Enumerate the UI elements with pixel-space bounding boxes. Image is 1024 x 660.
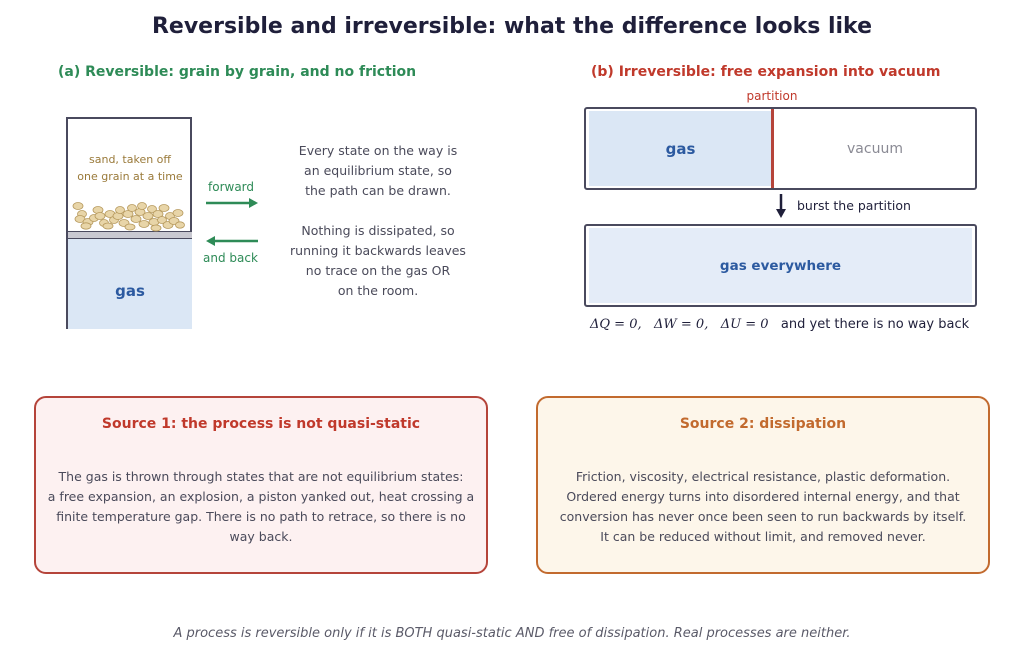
info-line: an equilibrium state, so [304, 163, 452, 178]
panel-b-heading: (b) Irreversible: free expansion into vacuum [591, 64, 941, 80]
info-line: running it backwards leaves [290, 243, 466, 258]
source2-line: It can be reduced without limit, and removed never. [600, 529, 926, 544]
source1-line: The gas is thrown through states that are not equilibrium states: [58, 469, 464, 484]
energy-equation [590, 317, 969, 332]
source2-line: Ordered energy turns into disordered internal energy, and that [566, 489, 960, 504]
info-line: Nothing is dissipated, so [301, 223, 455, 238]
forward-arrow-icon [205, 196, 259, 210]
source2-title: Source 2: dissipation [679, 416, 847, 432]
page-title: Reversible and irreversible: what the difference looks like [151, 14, 873, 39]
source2-line: Friction, viscosity, electrical resistance, plastic deformation. [575, 469, 951, 484]
info-line [278, 201, 478, 221]
source1-title: Source 1: the process is not quasi-static [101, 416, 421, 432]
info-line: on the room. [337, 283, 419, 298]
delta-w: ΔW = 0, [654, 317, 709, 332]
burst-label: burst the partition [797, 198, 911, 213]
delta-q: ΔQ = 0, [590, 317, 642, 332]
sand-label-line1: sand, taken off [89, 153, 171, 166]
info-line: the path can be drawn. [305, 183, 451, 198]
sand-pile [70, 198, 190, 234]
source2-line: conversion has never once been seen to run backwards by itself. [559, 509, 967, 524]
sand-label [68, 151, 192, 185]
down-arrow-icon [774, 193, 788, 219]
panel-a-heading: (a) Reversible: grain by grain, and no friction [58, 64, 417, 80]
delta-u: ΔU = 0 [720, 317, 769, 332]
forward-label: forward [208, 180, 255, 194]
info-line: Every state on the way is [298, 143, 458, 158]
partition-label: partition [746, 89, 798, 103]
vacuum-label: vacuum [847, 141, 903, 157]
source2-body [536, 467, 990, 547]
source1-line: way back. [229, 529, 293, 544]
footer-note: A process is reversible only if it is BOTH quasi-static AND free of dissipation. Real processes are neither. [173, 626, 851, 641]
info-line: no trace on the gas OR [305, 263, 451, 278]
gas-label-a: gas [115, 282, 145, 300]
back-arrow-icon [205, 234, 259, 248]
gas-label-b: gas [665, 140, 696, 158]
gas-everywhere-label: gas everywhere [719, 258, 842, 274]
back-label: and back [203, 251, 258, 265]
source1-line: a free expansion, an explosion, a piston yanked out, heat crossing a [47, 489, 475, 504]
reversible-explanation [278, 141, 478, 301]
source1-line: finite temperature gap. There is no path to retrace, so there is no [56, 509, 466, 524]
equation-tail: and yet there is no way back [780, 317, 970, 332]
source1-body [34, 467, 488, 547]
sand-label-line2: one grain at a time [77, 170, 183, 183]
